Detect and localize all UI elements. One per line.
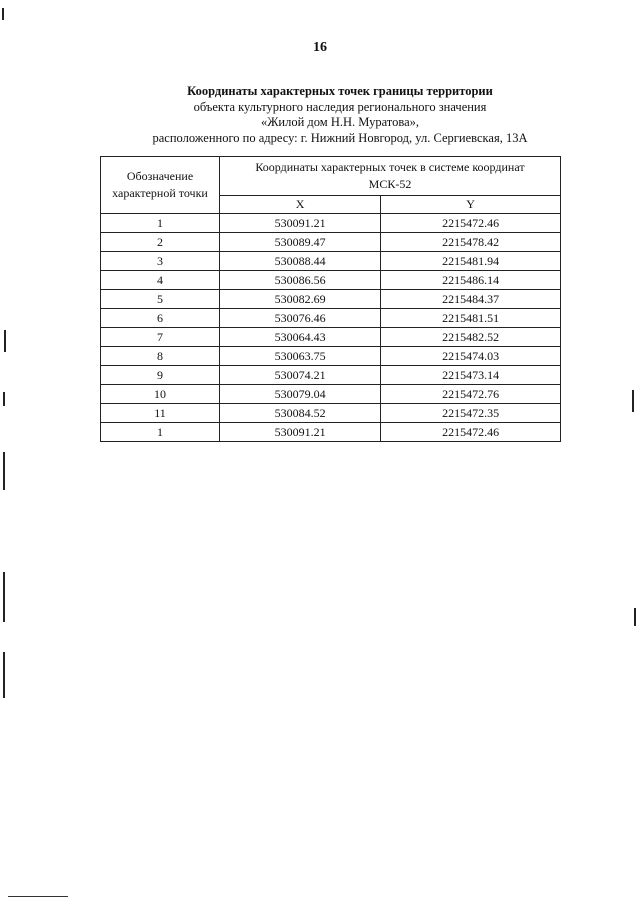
table-row bbox=[101, 404, 561, 423]
cell-x: 530091.21 bbox=[220, 214, 381, 233]
header-system-line2: МСК-52 bbox=[368, 177, 412, 191]
cell-point: 4 bbox=[101, 271, 220, 290]
header-coordinate-system bbox=[220, 157, 561, 196]
cell-y: 2215482.52 bbox=[381, 328, 561, 347]
cell-x: 530089.47 bbox=[220, 233, 381, 252]
header-point bbox=[101, 157, 220, 214]
scan-margin-mark bbox=[3, 392, 5, 406]
header-point-line1: Обозначение bbox=[126, 169, 194, 183]
cell-x: 530079.04 bbox=[220, 385, 381, 404]
table-row bbox=[101, 290, 561, 309]
header-y: Y bbox=[381, 196, 561, 214]
footer-rule bbox=[8, 896, 68, 897]
heading-title: Координаты характерных точек границы территории bbox=[187, 84, 493, 98]
table-row bbox=[101, 385, 561, 404]
heading-object-type: объекта культурного наследия регионального значения bbox=[193, 99, 487, 114]
cell-point: 6 bbox=[101, 309, 220, 328]
cell-y: 2215486.14 bbox=[381, 271, 561, 290]
heading-object-name: «Жилой дом Н.Н. Муратова», bbox=[260, 115, 419, 129]
table-row bbox=[101, 328, 561, 347]
cell-point: 1 bbox=[101, 214, 220, 233]
cell-y: 2215484.37 bbox=[381, 290, 561, 309]
table-row bbox=[101, 271, 561, 290]
cell-x: 530064.43 bbox=[220, 328, 381, 347]
cell-point: 5 bbox=[101, 290, 220, 309]
scan-margin-mark bbox=[634, 608, 636, 626]
cell-point: 1 bbox=[101, 423, 220, 442]
cell-point: 3 bbox=[101, 252, 220, 271]
page-number: 16 bbox=[313, 40, 327, 55]
cell-y: 2215472.76 bbox=[381, 385, 561, 404]
cell-x: 530076.46 bbox=[220, 309, 381, 328]
header-system-line1: Координаты характерных точек в системе координат bbox=[255, 160, 525, 174]
document-heading bbox=[60, 84, 620, 146]
scan-margin-mark bbox=[3, 572, 5, 622]
cell-y: 2215472.46 bbox=[381, 423, 561, 442]
cell-x: 530091.21 bbox=[220, 423, 381, 442]
cell-x: 530063.75 bbox=[220, 347, 381, 366]
cell-point: 9 bbox=[101, 366, 220, 385]
cell-x: 530082.69 bbox=[220, 290, 381, 309]
header-x: X bbox=[220, 196, 381, 214]
heading-address: расположенного по адресу: г. Нижний Новгород, ул. Сергиевская, 13А bbox=[152, 130, 528, 145]
scan-margin-mark bbox=[3, 652, 5, 698]
cell-y: 2215472.35 bbox=[381, 404, 561, 423]
cell-point: 7 bbox=[101, 328, 220, 347]
coordinates-table bbox=[100, 156, 561, 442]
cell-y: 2215473.14 bbox=[381, 366, 561, 385]
cell-y: 2215472.46 bbox=[381, 214, 561, 233]
header-point-line2: характерной точки bbox=[112, 186, 208, 200]
cell-y: 2215481.94 bbox=[381, 252, 561, 271]
cell-x: 530088.44 bbox=[220, 252, 381, 271]
table-row bbox=[101, 347, 561, 366]
table-row bbox=[101, 309, 561, 328]
cell-y: 2215478.42 bbox=[381, 233, 561, 252]
cell-x: 530084.52 bbox=[220, 404, 381, 423]
table-row bbox=[101, 252, 561, 271]
cell-point: 11 bbox=[101, 404, 220, 423]
cell-y: 2215474.03 bbox=[381, 347, 561, 366]
cell-y: 2215481.51 bbox=[381, 309, 561, 328]
table-row bbox=[101, 423, 561, 442]
cell-point: 10 bbox=[101, 385, 220, 404]
scan-margin-mark bbox=[2, 8, 4, 20]
table-row bbox=[101, 366, 561, 385]
cell-point: 2 bbox=[101, 233, 220, 252]
table-row bbox=[101, 233, 561, 252]
scan-margin-mark bbox=[4, 330, 6, 352]
table-row bbox=[101, 214, 561, 233]
scan-margin-mark bbox=[632, 390, 634, 412]
cell-x: 530074.21 bbox=[220, 366, 381, 385]
cell-point: 8 bbox=[101, 347, 220, 366]
scan-margin-mark bbox=[3, 452, 5, 490]
cell-x: 530086.56 bbox=[220, 271, 381, 290]
